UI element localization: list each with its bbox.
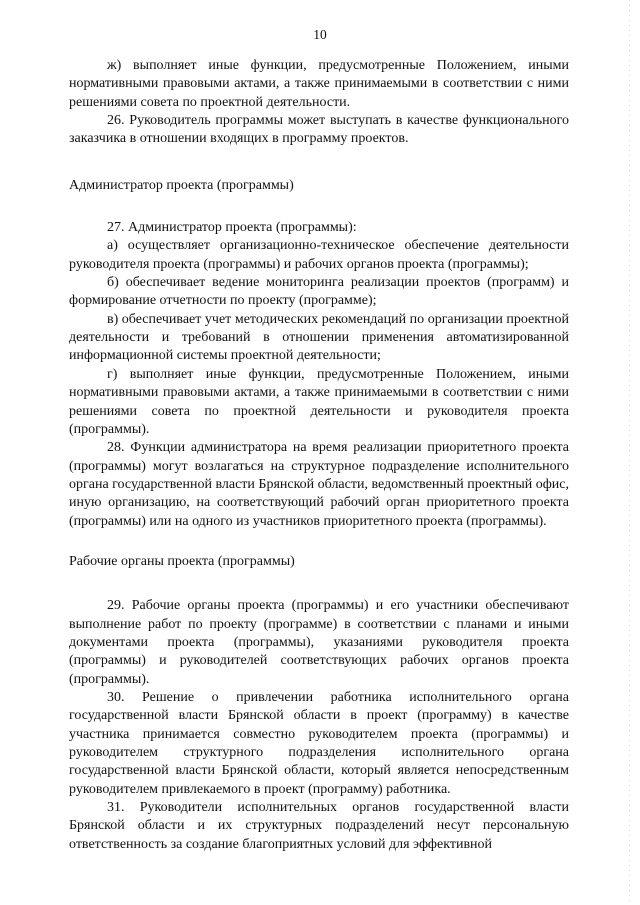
paragraph-28: 28. Функции администратора на время реализации приоритетного проекта (программы) могут возлагаться на структурное подразделение исполнительного органа государственной власти Брянской области, ведомственный проектный офис, иную организацию, на соответствующий рабочий орган приоритетного проекта (программы) или на одного из участников приоритетного проекта (программы). [69, 440, 569, 529]
paragraph-27-v: в) обеспечивает учет методических рекомендаций по организации проектной деятельности и требований в отношении применения автоматизированной информационной системы проектной деятельности; [69, 311, 569, 364]
paragraph-27: 27. Администратор проекта (программы): [107, 220, 357, 236]
paragraph-27-g: г) выполняет иные функции, предусмотренные Положением, иными нормативными правовыми актами, а также принимаемыми в соответствии с ними решениями совета по проектной деятельности и руководителя проекта (программы). [69, 366, 569, 437]
scan-edge-artifact [629, 0, 630, 905]
page-number: 10 [313, 27, 327, 42]
section-heading-administrator: Администратор проекта (программы) [69, 177, 294, 193]
paragraph-31: 31. Руководители исполнительных органов государственной власти Брянской области и их структурных подразделений несут персональную ответственность за создание благоприятных условий для эффективной [69, 800, 569, 852]
paragraph-27-a: а) осуществляет организационно-техническое обеспечение деятельности руководителя проекта (программы) и рабочих органов проекта (программы); [69, 238, 569, 272]
paragraph-zh: ж) выполняет иные функции, предусмотренные Положением, иными нормативными правовыми актами, а также принимаемыми в соответствии с ними решениями совета по проектной деятельности. [69, 58, 569, 110]
section-heading-working-bodies: Рабочие органы проекта (программы) [69, 553, 295, 569]
paragraph-29: 29. Рабочие органы проекта (программы) и его участники обеспечивают выполнение работ по проекту (программе) в соответствии с планами и иными документами проекта (программы), указаниями руководителя проекта (программы) и руководителей соответствующих рабочих органов проекта (программы). [69, 598, 569, 687]
document-body [69, 57, 569, 854]
paragraph-30: 30. Решение о привлечении работника исполнительного органа государственной власти Брянской области в проект (программу) в качестве участника принимается совместно руководителем проекта (программы) и руководителем структурного подразделения исполнительного органа государственной власти Брянской области, который является непосредственным руководителем привлекаемого в проект (программу) работника. [69, 689, 569, 797]
paragraph-26: 26. Руководитель программы может выступать в качестве функционального заказчика в отношении входящих в программу проектов. [69, 113, 569, 147]
paragraph-27-b: б) обеспечивает ведение мониторинга реализации проектов (программ) и формирование отчетности по проекту (программе); [69, 275, 569, 309]
